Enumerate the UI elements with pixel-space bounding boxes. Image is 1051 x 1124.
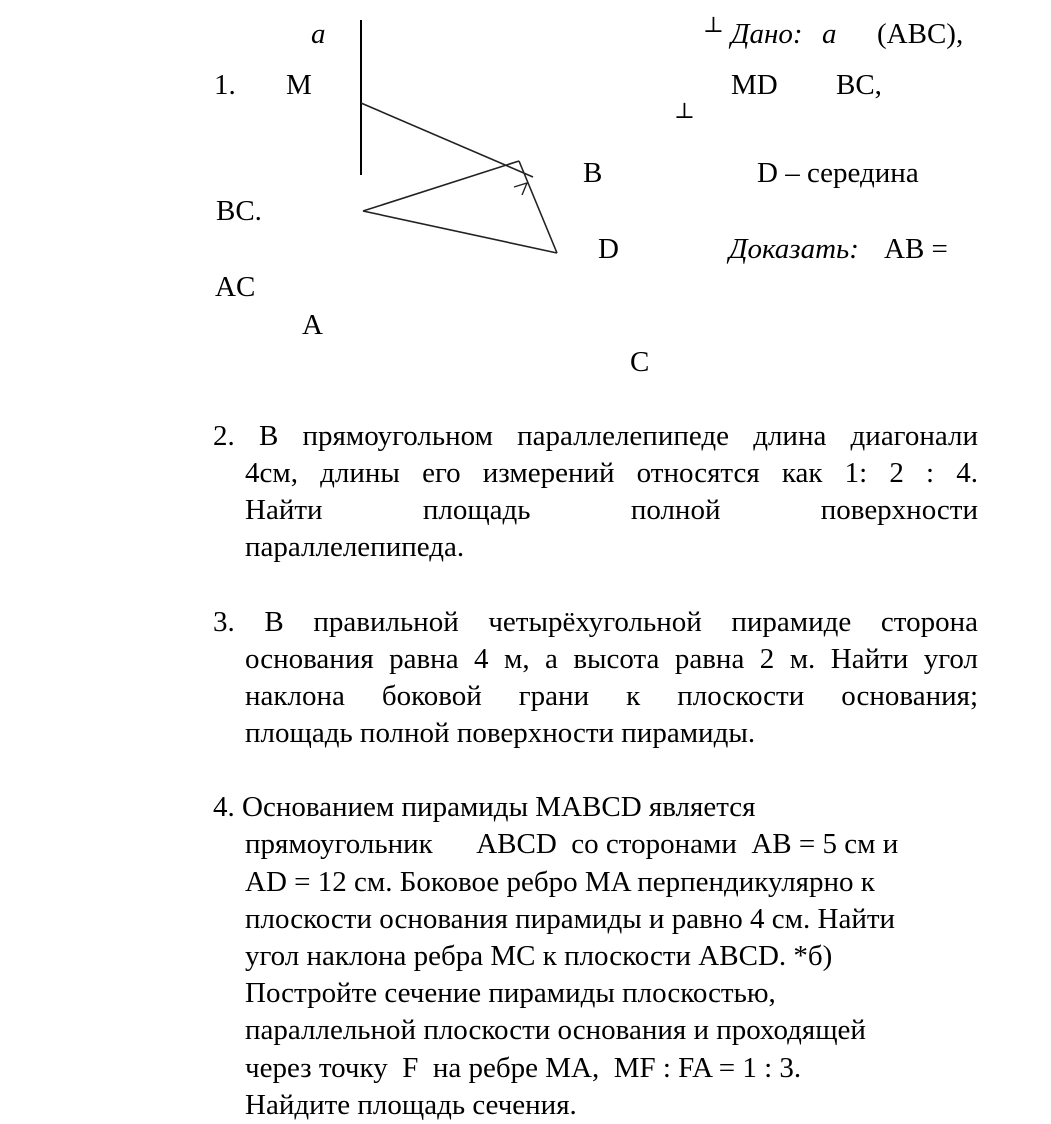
problem4-line-2: прямоугольник ABCD со сторонами AB = 5 см и	[245, 828, 899, 860]
given-bc: BC,	[836, 69, 882, 101]
segment-md	[361, 103, 533, 177]
given-md: MD	[731, 69, 778, 101]
problem1-number: 1.	[214, 69, 236, 101]
problem3-line-3: наклона боковой грани к плоскости основания;	[245, 680, 978, 712]
problem1-figure	[0, 0, 1051, 400]
given-bc-end: BC.	[216, 195, 262, 227]
problem2-line-4: параллелепипеда.	[245, 531, 465, 563]
given-d-midpoint: D – середина	[757, 157, 919, 189]
segment-ab	[363, 161, 519, 211]
label-c: C	[630, 346, 650, 378]
problem2-line-2: 4см, длины его измерений относятся как 1: 2 : 4.	[245, 457, 978, 489]
label-a: a	[311, 18, 326, 50]
problem4-line-5: угол наклона ребра MC к плоскости ABCD. *б)	[245, 940, 833, 972]
prove-ac: AC	[215, 271, 256, 303]
label-m: M	[286, 69, 312, 101]
label-b: B	[583, 157, 603, 189]
problem3-line-2: основания равна 4 м, а высота равна 2 м. Найти угол	[245, 643, 978, 675]
problem4-line-1: 4. Основанием пирамиды MABCD является	[213, 791, 756, 823]
problem4-line-7: параллельной плоскости основания и проходящей	[245, 1014, 866, 1046]
segment-ac	[363, 211, 557, 253]
right-angle-mark	[514, 183, 527, 195]
problem3-line-4: площадь полной поверхности пирамиды.	[245, 717, 756, 749]
problem4-line-4: плоскости основания пирамиды и равно 4 см. Найти	[245, 903, 896, 935]
problem2-line-1: 2. В прямоугольном параллелепипеде длина диагонали	[213, 420, 978, 452]
problem4-line-8: через точку F на ребре MA, MF : FA = 1 : 3.	[245, 1052, 802, 1084]
problem4-line-3: AD = 12 см. Боковое ребро MA перпендикулярно к	[245, 866, 875, 898]
prove-ab: AB =	[884, 233, 948, 265]
given-abc: (ABC),	[877, 18, 964, 50]
perp-symbol-1: ⊥	[703, 12, 724, 37]
label-d: D	[598, 233, 619, 265]
perp-symbol-2: ⊥	[674, 98, 695, 123]
problem4-line-9: Найдите площадь сечения.	[245, 1089, 577, 1121]
segment-bc	[519, 161, 557, 253]
problem3-line-1: 3. В правильной четырёхугольной пирамиде сторона	[213, 606, 978, 638]
label-a-point: A	[302, 309, 323, 341]
problem4-line-6: Постройте сечение пирамиды плоскостью,	[245, 977, 776, 1009]
problem2-line-3: Найти площадь полной поверхности	[245, 494, 978, 526]
given-a: a	[822, 18, 837, 50]
prove-label: Доказать:	[729, 233, 859, 265]
given-label: Дано:	[731, 18, 803, 50]
